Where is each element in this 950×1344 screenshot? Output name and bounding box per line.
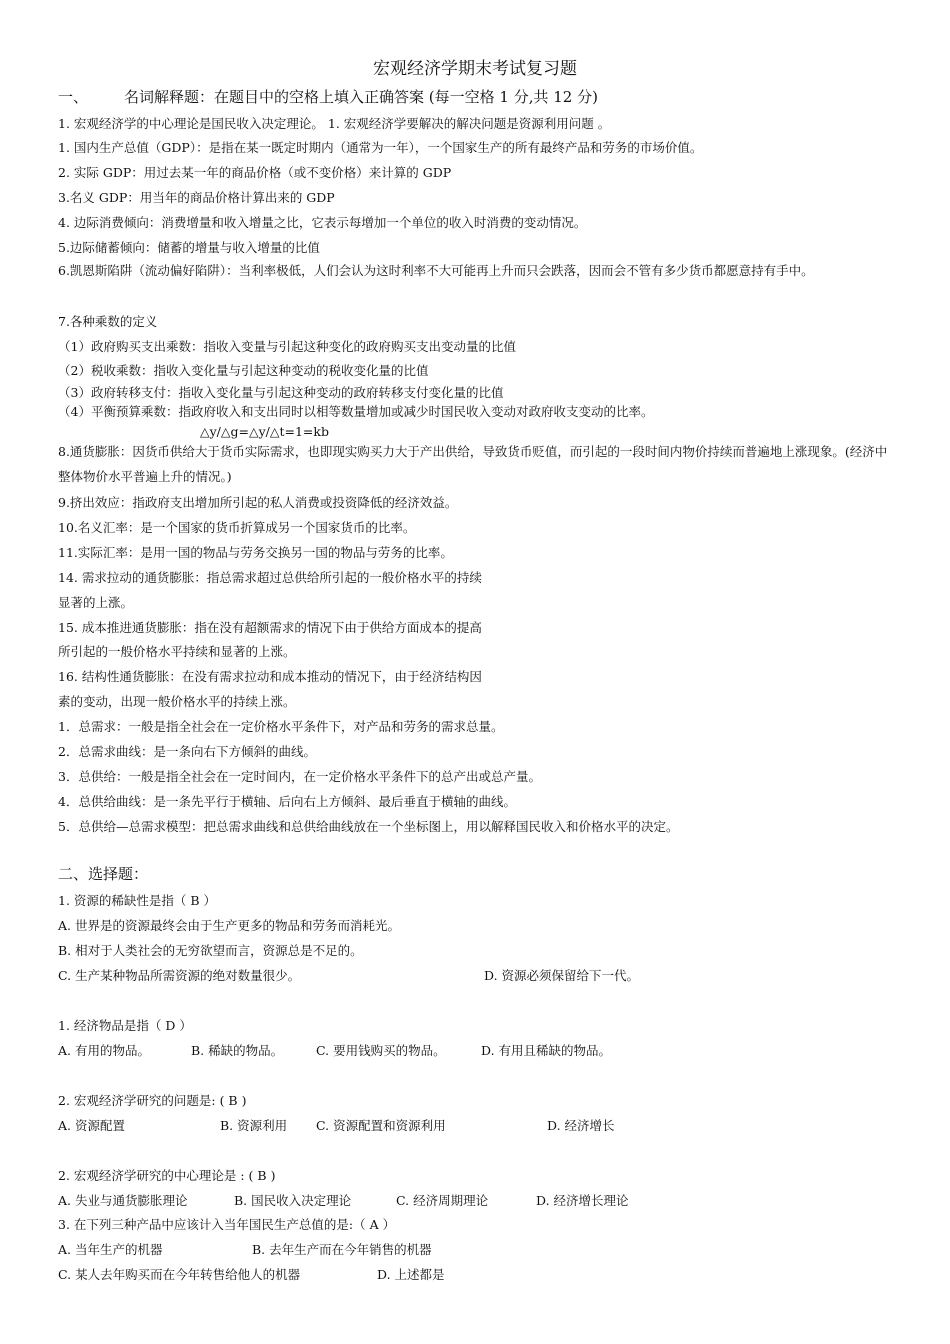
definition-line: 2. 实际 GDP：用过去某一年的商品价格（或不变价格）来计算的 GDP	[58, 165, 452, 180]
definition-line: 15. 成本推进通货膨胀：指在没有超额需求的情况下由于供给方面成本的提高	[58, 620, 482, 635]
definition-line: 1. 国内生产总值（GDP）：是指在某一既定时期内（通常为一年），一个国家生产的所有最终产品和劳务的市场价值。	[58, 140, 703, 155]
option-b: B. 资源利用	[220, 1118, 288, 1133]
question-stem: 2. 宏观经济学研究的中心理论是 : ( B )	[58, 1168, 276, 1183]
option-a: A. 资源配置	[58, 1118, 125, 1133]
multiplier-line: （4）平衡预算乘数：指政府收入和支出同时以相等数量增加或减少时国民收入变动对政府收支变动的比率。	[58, 404, 654, 419]
option-b: B. 相对于人类社会的无穷欲望而言，资源总是不足的。	[58, 943, 363, 958]
section-heading-definitions	[58, 87, 598, 107]
definition-line: 5．总供给—总需求模型：把总需求曲线和总供给曲线放在一个坐标图上，用以解释国民收入和价格水平的决定。	[58, 819, 679, 834]
definition-line: 5.边际储蓄倾向：储蓄的增量与收入增量的比值	[58, 240, 320, 255]
definition-paragraph: 6.凯恩斯陷阱（流动偏好陷阱）：当利率极低，人们会认为这时利率不大可能再上升而只会跌落，因而会不管有多少货币都愿意持有手中。	[58, 263, 814, 278]
definition-line: 3.名义 GDP：用当年的商品价格计算出来的 GDP	[58, 190, 335, 205]
option-d: D. 有用且稀缺的物品。	[481, 1043, 612, 1058]
definition-line: 所引起的一般价格水平持续和显著的上涨。	[58, 644, 296, 659]
option-b: B. 国民收入决定理论	[234, 1193, 352, 1208]
definition-line: 4. 边际消费倾向：消费增量和收入增量之比，它表示每增加一个单位的收入时消费的变动情况。	[58, 215, 587, 230]
option-c: C. 资源配置和资源利用	[316, 1118, 446, 1133]
definition-line: 11.实际汇率：是用一国的物品与劳务交换另一国的物品与劳务的比率。	[58, 545, 453, 560]
definition-line: 9.挤出效应：指政府支出增加所引起的私人消费或投资降低的经济效益。	[58, 495, 458, 510]
multiplier-line: （1）政府购买支出乘数：指收入变量与引起这种变化的政府购买支出变动量的比值	[58, 339, 516, 354]
definition-line: 1. 宏观经济学的中心理论是国民收入决定理论。 1. 宏观经济学要解决的解决问题是资源利用问题 。	[58, 116, 611, 131]
option-c: C. 生产某种物品所需资源的绝对数量很少。	[58, 968, 301, 983]
definition-line: 素的变动，出现一般价格水平的持续上涨。	[58, 694, 296, 709]
option-a: A. 世界是的资源最终会由于生产更多的物品和劳务而消耗光。	[58, 918, 400, 933]
option-d: D. 经济增长理论	[536, 1193, 629, 1208]
section-label: 名词解释题：在题目中的空格上填入正确答案 (每一空格 1 分,共 12 分)	[124, 88, 598, 106]
question-stem: 1. 经济物品是指（ D ）	[58, 1018, 192, 1033]
option-d: D. 资源必须保留给下一代。	[484, 968, 640, 983]
option-c: C. 要用钱购买的物品。	[316, 1043, 446, 1058]
definition-line: 16. 结构性通货膨胀：在没有需求拉动和成本推动的情况下，由于经济结构因	[58, 669, 482, 684]
section-number: 一、	[58, 88, 89, 106]
formula: △y/△g=△y/△t=1=kb	[200, 424, 329, 439]
option-d: D. 上述都是	[377, 1267, 445, 1282]
question-stem: 2. 宏观经济学研究的问题是: ( B )	[58, 1093, 247, 1108]
definition-line: 2．总需求曲线：是一条向右下方倾斜的曲线。	[58, 744, 316, 759]
multiplier-line: （3）政府转移支付：指收入变化量与引起这种变动的政府转移支付变化量的比值	[58, 385, 504, 400]
definition-line: 4．总供给曲线：是一条先平行于横轴、后向右上方倾斜、最后垂直于横轴的曲线。	[58, 794, 516, 809]
option-b: B. 去年生产而在今年销售的机器	[252, 1242, 432, 1257]
definition-line: 14. 需求拉动的通货膨胀：指总需求超过总供给所引起的一般价格水平的持续	[58, 570, 482, 585]
definition-line: 3．总供给：一般是指全社会在一定时间内，在一定价格水平条件下的总产出或总产量。	[58, 769, 541, 784]
option-b: B. 稀缺的物品。	[191, 1043, 284, 1058]
option-c: C. 某人去年购买而在今年转售给他人的机器	[58, 1267, 301, 1282]
definition-line: 显著的上涨。	[58, 595, 134, 610]
section-heading-choice: 二、选择题：	[58, 865, 149, 883]
document-title: 宏观经济学期末考试复习题	[373, 59, 577, 79]
definition-line: 7.各种乘数的定义	[58, 314, 158, 329]
option-a: A. 当年生产的机器	[58, 1242, 163, 1257]
option-d: D. 经济增长	[547, 1118, 615, 1133]
definition-paragraph: 8.通货膨胀：因货币供给大于货币实际需求，也即现实购买力大于产出供给，导致货币贬值，而引起的一段时间内物价持续而普遍地上涨现象。(经济中整体物价水平普遍上升的情况。)	[58, 444, 888, 484]
multiplier-line: （2）税收乘数：指收入变化量与引起这种变动的税收变化量的比值	[58, 363, 429, 378]
option-a: A. 有用的物品。	[58, 1043, 150, 1058]
question-stem: 1. 资源的稀缺性是指（ B ）	[58, 893, 217, 908]
option-c: C. 经济周期理论	[396, 1193, 489, 1208]
option-a: A. 失业与通货膨胀理论	[58, 1193, 188, 1208]
definition-line: 10.名义汇率：是一个国家的货币折算成另一个国家货币的比率。	[58, 520, 416, 535]
question-stem: 3. 在下列三种产品中应该计入当年国民生产总值的是:（ A ）	[58, 1217, 396, 1232]
definition-line: 1．总需求：一般是指全社会在一定价格水平条件下，对产品和劳务的需求总量。	[58, 719, 504, 734]
